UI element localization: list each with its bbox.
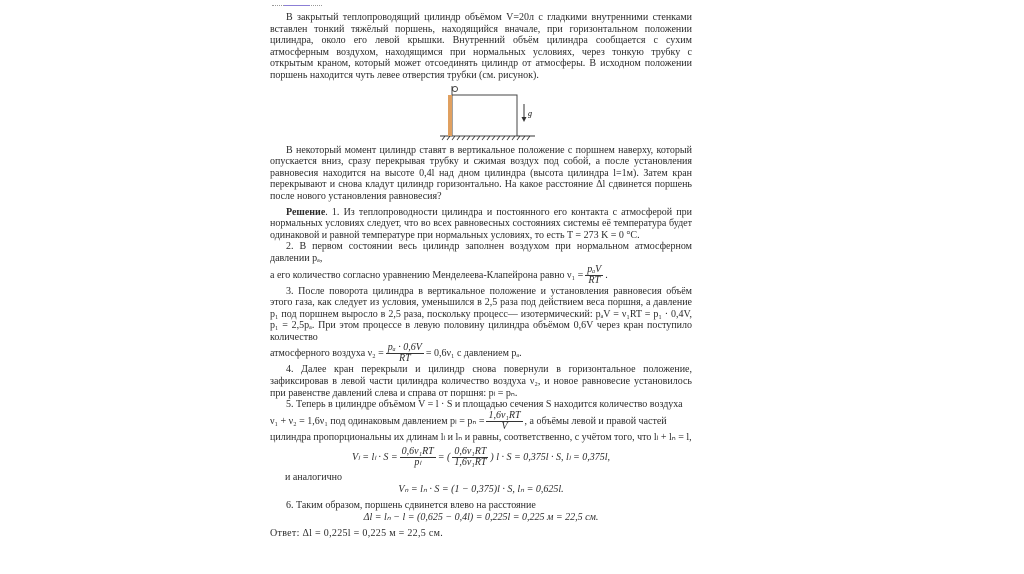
formula-delta-l: Δl = lₙ − l = (0,625 − 0,4l) = 0,225l = 0,225 м = 22,5 см. (363, 511, 599, 523)
f1-part-c: ) l · S = 0,375l · S, lₗ = 0,375l, (490, 452, 611, 464)
numerator: 0,6ν₁RT (454, 446, 487, 458)
step-3b-text: атмосферного воздуха ν₂ = (270, 348, 384, 360)
problem-paragraph-2: В некоторый момент цилиндр ставят в вертикальное положение с поршнем наверху, который опускается вниз, сразу перекрывая трубку и сжимая воздух под собой, а после установления равновесия находится на высоте 0,4l над дном цилиндра (высота цилиндра l=1м). Затем кран перекрывают и снова кладут цилиндр горизонтально. На какое расстояние Δl сдвинется поршень после нового установления равновесия? (270, 144, 692, 202)
cylinder-body (452, 95, 517, 136)
denominator: 1,6ν₁RT (454, 457, 487, 469)
numerator: pₐV (587, 263, 602, 275)
denominator: pₗ (414, 457, 422, 469)
solution-heading: Решение (286, 206, 326, 218)
arrow-head-icon (522, 117, 527, 122)
solution-step-6: 6. Таким образом, поршень сдвинется влево на расстояние (286, 500, 536, 512)
fraction-f1-ratio (452, 447, 488, 468)
denominator: RT (398, 353, 411, 365)
valve-tap (453, 86, 458, 91)
denominator: RT (588, 274, 601, 286)
step-5b-text: ν₁ + ν₂ = 1,6ν₁ под одинаковым давлением pₗ = pₙ = (270, 415, 485, 427)
formula-v-right: Vₙ = lₙ · S = (1 − 0,375)l · S, lₙ = 0,625l. (398, 484, 564, 496)
step-2-text: а его количество согласно уравнению Менделеева-Клапейрона равно ν₁ = (270, 269, 584, 281)
solution-step-5d: цилиндра пропорциональны их длинам lₗ и lₙ и равны, соответственно, с учётом того, что lₗ + lₙ = l, (270, 431, 692, 443)
numerator: pₐ · 0,6V (387, 342, 422, 354)
fraction-nu1 (585, 265, 603, 286)
numerator: 0,6ν₁RT (401, 446, 434, 458)
answer: Ответ: Δl = 0,225l = 0,225 м = 22,5 см. (270, 527, 444, 539)
solution-step-5b (270, 411, 692, 432)
solution-step-3b (270, 343, 692, 364)
fraction-f1 (400, 447, 436, 468)
piston (448, 95, 452, 136)
denominator: V (501, 420, 508, 432)
solution-step-2b: а его количество согласно уравнению Менделеева-Клапейрона равно ν₁ = pₐV RT . (270, 263, 608, 286)
formula-v-left (270, 447, 692, 468)
f1-part-b: = ( (437, 452, 451, 464)
gravity-label: g (528, 108, 532, 118)
step-5c-text: , а объёмы левой и правой частей (524, 415, 667, 427)
step-3c-text: = 0,6ν₁ с давлением pₐ. (425, 348, 522, 360)
fraction-pressure (486, 411, 522, 432)
header-link-underline (284, 5, 310, 6)
cylinder-figure (435, 84, 535, 142)
solution-step-5a: 5. Теперь в цилиндре объёмом V = l · S и площадью сечения S находится количество воздуха (286, 399, 683, 411)
solution-step-2a: 2. В первом состоянии весь цилиндр заполнен воздухом при нормальном атмосферном давлении pₐ, (270, 241, 692, 264)
problem-paragraph-1: В закрытый теплопроводящий цилиндр объёмом V=20л с гладкими внутренними стенками вставлен тонкий тяжёлый поршень, находящийся вначале, при горизонтальном положении цилиндра, около его левой крышки. Внутренний объём цилиндра сообщается с сухим атмосферным воздухом, находящимся при нормальных условиях, через тонкую трубку с открытым краном, который может отсоединять цилиндр от атмосферы. В исходном положении поршень находится чуть левее отверстия трубки (см. рисунок). (270, 12, 692, 81)
solution-step-4: 4. Далее кран перекрыли и цилиндр снова повернули в горизонтальное положение, зафиксировав в левой части цилиндра количество воздуха ν₂, и новое равновесие установилось при равенстве давлений слева и справа от поршня: pₗ = pₙ. (270, 364, 692, 399)
ground-hatch (440, 136, 535, 140)
figure-wrapper (270, 84, 692, 142)
fraction-nu2 (386, 343, 424, 364)
solution-step-1 (270, 207, 692, 242)
document-column (270, 12, 692, 539)
step-1-text: . 1. Из теплопроводности цилиндра и постоянного его контакта с атмосферой при нормальных условиях следует, что во всех равновесных состояниях системы её температура будет одинаковой и равной температуре при нормальных условиях, то есть T = 273 K = 0 °C. (270, 206, 692, 241)
f1-part-a: Vₗ = lₗ · S = (351, 452, 398, 464)
analog-text: и аналогично (285, 472, 342, 484)
numerator: 1,6ν₁RT (488, 409, 521, 421)
solution-step-3: 3. После поворота цилиндра в вертикальное положение и установления равновесия объём этого газа, как следует из условия, уменьшился в 2,5 раза под действием веса поршня, а давление p₁ под поршнем выросло в 2,5 раза, поскольку процесс— изотермический: pₐV = ν₁RT = p₁ · 0,4V, p₁ = 2,5pₐ. При этом процессе в левую половину цилиндра объёмом 0,6V через кран поступило количество (270, 285, 692, 343)
